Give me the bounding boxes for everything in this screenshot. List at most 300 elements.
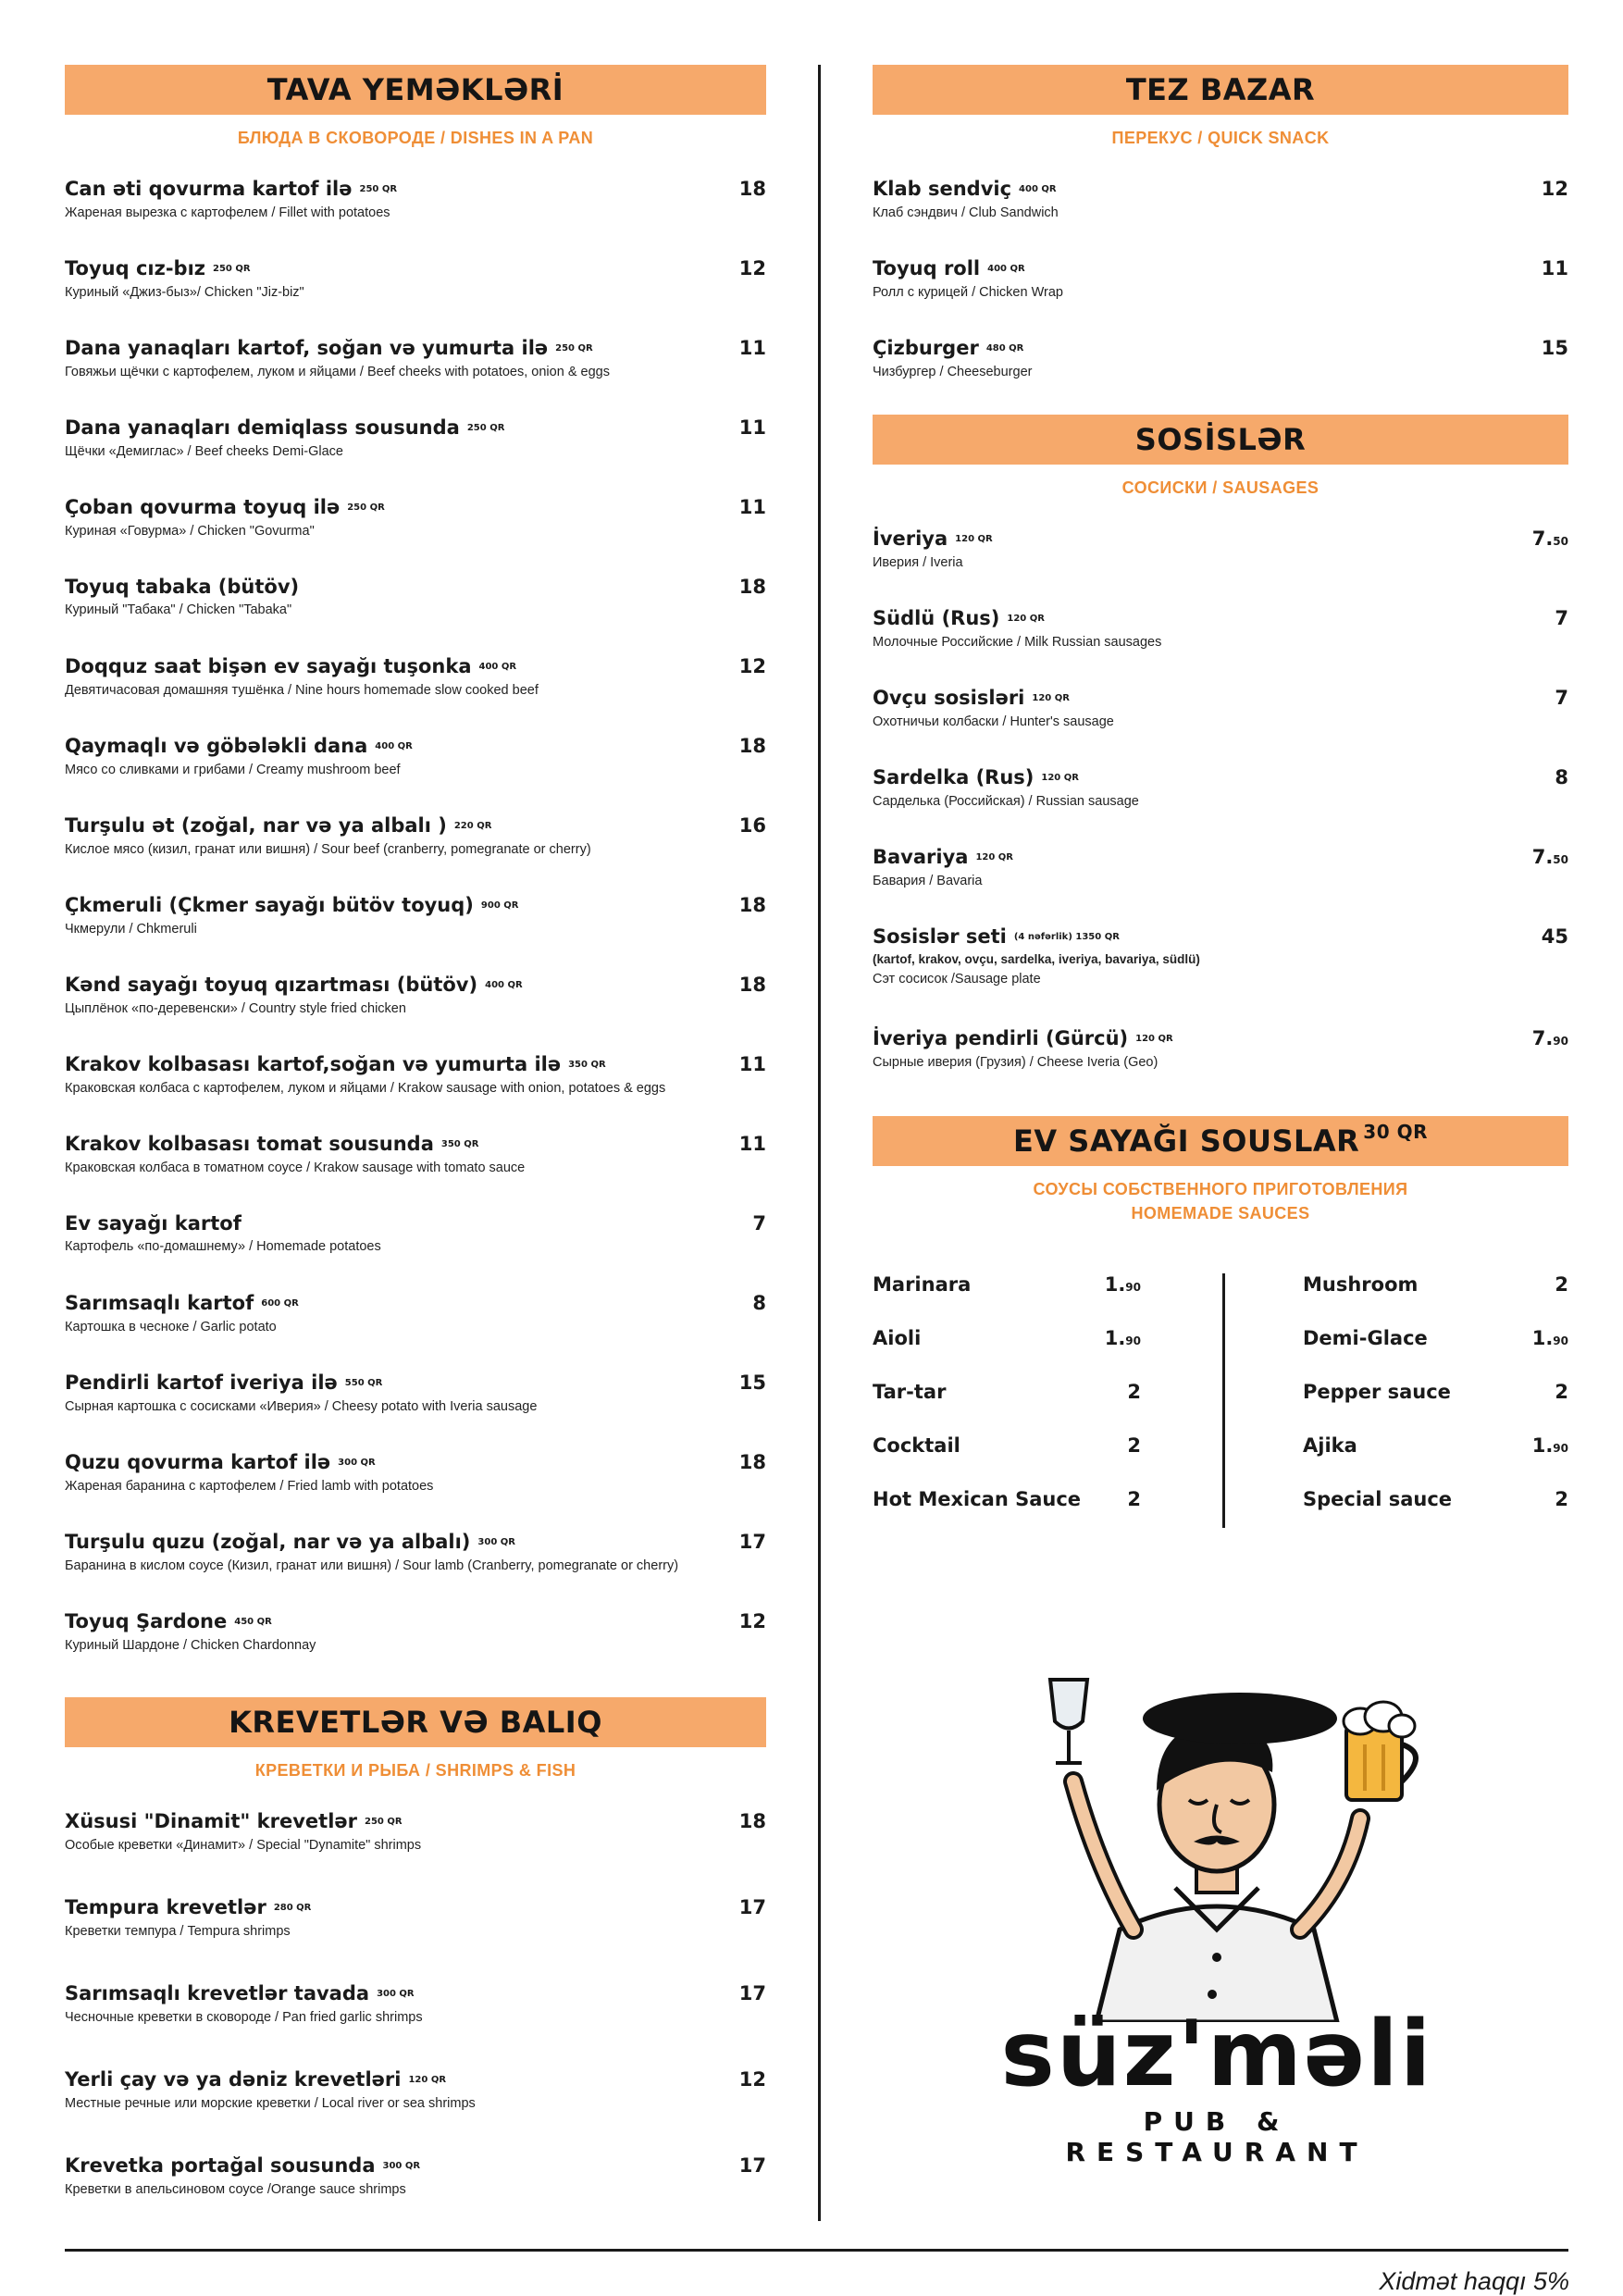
price-value: 11 (738, 496, 766, 518)
item-description: Бавария / Bavaria (873, 874, 983, 888)
item-name: Sosislər seti (873, 925, 1007, 948)
item-name: Toyuq cız-bız (65, 257, 205, 279)
price-value: 11 (1541, 257, 1568, 279)
menu-item (65, 1529, 766, 1608)
section-sausages (873, 415, 1568, 1105)
item-weight: 400 QR (987, 264, 1025, 274)
price-value: 11 (738, 1133, 766, 1155)
right-column (873, 65, 1568, 1542)
item-price (739, 2153, 766, 2178)
item-name-line (65, 1980, 711, 2007)
item-description: Клаб сэндвич / Club Sandwich (873, 205, 1059, 220)
item-price (1532, 526, 1568, 554)
price-value: 7 (752, 1212, 766, 1235)
sauce-price (1105, 1327, 1141, 1349)
item-weight: (4 nəfərlik) 1350 QR (1013, 932, 1120, 942)
item-price (1532, 1025, 1568, 1054)
menu-item (65, 1894, 766, 1980)
item-price (1542, 335, 1568, 361)
item-name-line (65, 2066, 711, 2093)
sauce-item (1303, 1273, 1568, 1327)
item-name-line (65, 1529, 711, 1556)
price-value: 12 (738, 257, 766, 279)
item-name-line (65, 653, 711, 680)
item-name-line (873, 526, 1513, 552)
sauce-price (1532, 1327, 1568, 1349)
item-price (739, 255, 766, 281)
menu-item (65, 2153, 766, 2239)
item-name-line (65, 176, 711, 203)
item-name-line (873, 1025, 1513, 1052)
sauce-name: Ajika (1303, 1434, 1357, 1457)
item-name: Can əti qovurma kartof ilə (65, 178, 353, 200)
item-description: Куриная «Говурма» / Chicken "Govurma" (65, 524, 315, 539)
item-name: Çkmeruli (Çkmer sayağı bütöv toyuq) (65, 894, 474, 916)
section-subtitle: КРЕВЕТКИ И РЫБА / SHRIMPS & FISH (254, 1761, 576, 1780)
item-name-line (65, 892, 711, 919)
menu-item (65, 653, 766, 733)
menu-list (873, 526, 1568, 1105)
menu-list (873, 176, 1568, 415)
item-price (739, 1980, 766, 2006)
menu-item (873, 764, 1568, 844)
item-price (752, 1210, 766, 1236)
item-price (1542, 924, 1568, 949)
section-quick-snack (873, 65, 1568, 415)
item-name-line (65, 1808, 711, 1835)
price-decimal: 90 (1553, 1442, 1568, 1455)
item-price (1555, 764, 1568, 790)
price-value: 18 (738, 576, 766, 598)
item-description: Девятичасовая домашняя тушёнка / Nine hours homemade slow cooked beef (65, 683, 539, 698)
price-decimal: 50 (1553, 853, 1568, 866)
menu-item (65, 176, 766, 255)
item-name-line (65, 1370, 711, 1396)
price-main: 2 (1555, 1488, 1568, 1510)
item-price (739, 1894, 766, 1920)
section-title: TEZ BAZAR (873, 65, 1568, 115)
price-main: 2 (1555, 1381, 1568, 1403)
item-weight: 550 QR (344, 1378, 383, 1388)
price-decimal: 90 (1553, 1334, 1568, 1347)
menu-item (65, 255, 766, 335)
sauce-item (873, 1381, 1141, 1434)
item-name: Klab sendviç (873, 178, 1012, 200)
menu-item (65, 813, 766, 892)
sauce-item (873, 1488, 1141, 1542)
item-weight: 120 QR (1041, 773, 1079, 783)
price-value: 11 (738, 1053, 766, 1075)
price-value: 15 (1541, 337, 1568, 359)
price-value: 8 (752, 1292, 766, 1314)
menu-item (65, 1290, 766, 1370)
item-name-line (65, 574, 711, 600)
item-weight: 300 QR (382, 2161, 421, 2171)
item-name: Ovçu sosisləri (873, 687, 1025, 709)
item-description: Кислое мясо (кизил, гранат или вишня) / Sour beef (cranberry, pomegranate or cherry) (65, 842, 591, 857)
item-description: Щёчки «Демиглас» / Beef cheeks Demi-Glace (65, 444, 343, 459)
menu-item (65, 494, 766, 574)
menu-list (65, 1808, 766, 2239)
menu-item (65, 892, 766, 972)
item-price (739, 653, 766, 679)
menu-item (65, 1980, 766, 2066)
item-weight: 250 QR (212, 264, 251, 274)
price-main: 1. (1531, 1434, 1554, 1457)
item-name: Çoban qovurma toyuq ilə (65, 496, 341, 518)
item-name-line (873, 924, 1513, 950)
item-name-line (65, 733, 711, 760)
item-price (739, 335, 766, 361)
price-value: 18 (738, 894, 766, 916)
item-name-line (65, 2153, 711, 2179)
sauce-column-left (873, 1273, 1141, 1542)
item-description: Чизбургер / Cheeseburger (873, 365, 1033, 379)
sauce-name: Special sauce (1303, 1488, 1453, 1510)
item-price (739, 1808, 766, 1834)
menu-list (65, 176, 766, 1688)
item-description: Чкмерули / Chkmeruli (65, 922, 197, 937)
item-name: İveriya (873, 527, 948, 550)
item-description: Куриный "Табака" / Chicken "Tabaka" (65, 602, 292, 617)
price-main: 7 (1555, 607, 1568, 629)
item-price (739, 1449, 766, 1475)
item-weight: 250 QR (365, 1817, 403, 1827)
item-name: Turşulu quzu (zoğal, nar və ya albalı) (65, 1531, 471, 1553)
item-price (739, 494, 766, 520)
item-weight: 900 QR (480, 900, 519, 911)
item-description: Мясо со сливками и грибами / Creamy mushroom beef (65, 763, 401, 777)
item-description: Краковская колбаса с картофелем, луком и яйцами / Krakow sausage with onion, potatoes & eggs (65, 1081, 666, 1096)
menu-item (65, 1051, 766, 1131)
menu-item (65, 1210, 766, 1290)
item-description: Куриный «Джиз-быз»/ Chicken "Jiz-biz" (65, 285, 304, 300)
sauces-subtitle-en: HOMEMADE SAUCES (1131, 1204, 1310, 1222)
price-value: 18 (738, 178, 766, 200)
price-main: 7. (1531, 846, 1554, 868)
price-value: 18 (738, 735, 766, 757)
price-value: 18 (738, 1451, 766, 1473)
item-weight: 120 QR (1007, 614, 1045, 624)
item-description: Картошка в чесноке / Garlic potato (65, 1320, 277, 1334)
item-name-line (65, 255, 711, 282)
section-subtitle: СОСИСКИ / SAUSAGES (1121, 478, 1319, 497)
item-price (739, 1529, 766, 1555)
sauce-name: Cocktail (873, 1434, 960, 1457)
item-description: Сэт сосисок /Sausage plate (873, 972, 1041, 987)
item-name: Quzu qovurma kartof ilə (65, 1451, 331, 1473)
sauce-name: Mushroom (1303, 1273, 1419, 1296)
item-name-line (65, 1894, 711, 1921)
item-price (739, 892, 766, 918)
item-weight: 350 QR (568, 1060, 606, 1070)
mascot-svg (995, 1652, 1443, 2022)
price-value: 11 (738, 337, 766, 359)
item-name-line (65, 1051, 711, 1078)
price-main: 2 (1555, 1273, 1568, 1296)
item-name: Doqquz saat bişən ev sayağı tuşonka (65, 655, 472, 677)
item-weight: 120 QR (1032, 693, 1070, 703)
item-name-line (65, 972, 711, 999)
sauces-subtitle-ru: СОУСЫ СОБСТВЕННОГО ПРИГОТОВЛЕНИЯ (1033, 1180, 1408, 1198)
price-main: 45 (1541, 925, 1568, 948)
item-weight: 280 QR (273, 1903, 312, 1913)
price-value: 17 (738, 1531, 766, 1553)
item-weight: 300 QR (377, 1989, 415, 1999)
sauce-item (1303, 1327, 1568, 1381)
section-pan-dishes (65, 65, 766, 1688)
sauce-item (1303, 1381, 1568, 1434)
menu-item (65, 733, 766, 813)
item-weight: 120 QR (955, 534, 993, 544)
section-shrimps-fish (65, 1697, 766, 2239)
sauce-price (1532, 1434, 1568, 1457)
sauces-title: EV SAYAĞI SOUSLAR (1013, 1123, 1360, 1159)
item-name-line (65, 415, 711, 441)
item-price (739, 1051, 766, 1077)
sauce-name: Demi-Glace (1303, 1327, 1428, 1349)
item-price (739, 574, 766, 600)
item-description: Жареная вырезка с картофелем / Fillet with potatoes (65, 205, 390, 220)
item-name-line (873, 844, 1513, 871)
price-main: 2 (1127, 1434, 1141, 1457)
item-price (739, 813, 766, 838)
item-weight: 600 QR (261, 1298, 299, 1309)
item-description: Куриный Шардоне / Chicken Chardonnay (65, 1638, 316, 1653)
menu-item (873, 685, 1568, 764)
item-name: İveriya pendirli (Gürcü) (873, 1027, 1129, 1049)
item-price (1555, 605, 1568, 631)
item-weight: 250 QR (347, 503, 385, 513)
price-value: 17 (738, 1896, 766, 1918)
menu-item (65, 1370, 766, 1449)
sauce-price (1555, 1273, 1568, 1296)
item-name: Bavariya (873, 846, 969, 868)
item-description: Охотничьи колбаски / Hunter's sausage (873, 714, 1114, 729)
item-weight: 480 QR (985, 343, 1024, 354)
item-description: Цыплёнок «по-деревенски» / Country style fried chicken (65, 1001, 406, 1016)
sauce-item (1303, 1488, 1568, 1542)
item-name: Tempura krevetlər (65, 1896, 266, 1918)
sauce-price (1127, 1434, 1141, 1457)
item-name-line (65, 1290, 711, 1317)
section-title: SOSİSLƏR (873, 415, 1568, 465)
menu-item (65, 1449, 766, 1529)
sauce-price (1127, 1381, 1141, 1403)
sauce-column-right (1303, 1273, 1568, 1542)
item-name-line (65, 335, 711, 362)
brand-logo (995, 2002, 1439, 2167)
price-value: 12 (738, 655, 766, 677)
section-title (873, 1116, 1568, 1166)
sauce-name: Pepper sauce (1303, 1381, 1451, 1403)
item-description: Краковская колбаса в томатном соусе / Krakow sausage with tomato sauce (65, 1160, 526, 1175)
item-weight: 120 QR (975, 852, 1014, 863)
item-name-line (65, 1449, 711, 1476)
item-price (739, 972, 766, 998)
price-main: 2 (1127, 1381, 1141, 1403)
section-subtitle (873, 1177, 1568, 1225)
item-weight: 120 QR (1135, 1034, 1173, 1044)
item-name: Sarımsaqlı kartof (65, 1292, 254, 1314)
item-price (739, 2066, 766, 2092)
item-name: Toyuq Şardone (65, 1610, 228, 1632)
item-name: Toyuq roll (873, 257, 981, 279)
item-weight: 400 QR (1019, 184, 1057, 194)
item-description: Сырная картошка с сосисками «Иверия» / Cheesy potato with Iveria sausage (65, 1399, 538, 1414)
item-price (1555, 685, 1568, 711)
item-weight: 300 QR (338, 1458, 376, 1468)
menu-item (873, 1025, 1568, 1105)
item-name-line (873, 176, 1513, 203)
sauce-price (1105, 1273, 1141, 1296)
item-description: Сарделька (Российская) / Russian sausage (873, 794, 1139, 809)
sauce-divider (1222, 1273, 1225, 1528)
item-description: Местные речные или морские креветки / Local river or sea shrimps (65, 2096, 476, 2111)
item-weight: 400 QR (485, 980, 523, 990)
item-price (739, 1608, 766, 1634)
item-price (1542, 176, 1568, 202)
price-main: 1. (1104, 1327, 1126, 1349)
left-column (65, 65, 766, 2239)
item-name-line (873, 255, 1513, 282)
item-weight: 400 QR (478, 662, 517, 672)
item-name: Sardelka (Rus) (873, 766, 1035, 788)
item-description: Особые креветки «Динамит» / Special "Dynamite" shrimps (65, 1838, 422, 1853)
item-price (739, 1131, 766, 1157)
item-name: Kənd sayağı toyuq qızartması (bütöv) (65, 974, 478, 996)
sauce-table (873, 1273, 1568, 1542)
item-description: Креветки в апельсиновом соусе /Orange sauce shrimps (65, 2182, 406, 2197)
item-name-line (65, 813, 711, 839)
price-main: 2 (1127, 1488, 1141, 1510)
service-charge-note: Xidmət haqqı 5% (1379, 2267, 1569, 2295)
menu-item (65, 2066, 766, 2153)
column-divider (818, 65, 821, 2221)
section-title: KREVETLƏR VƏ BALIQ (65, 1697, 766, 1747)
sauce-name: Aioli (873, 1327, 922, 1349)
price-value: 17 (738, 1982, 766, 2004)
item-name-line (873, 685, 1513, 712)
section-subtitle: БЛЮДА В СКОВОРОДЕ / DISHES IN A PAN (237, 129, 594, 147)
wine-glass-icon (1050, 1680, 1087, 1763)
section-title: TAVA YEMƏKLƏRİ (65, 65, 766, 115)
item-name-line (65, 1608, 711, 1635)
item-name-line (873, 764, 1513, 791)
sauce-name: Marinara (873, 1273, 972, 1296)
item-name: Çizburger (873, 337, 979, 359)
price-main: 1. (1104, 1273, 1126, 1296)
item-name: Krakov kolbasası kartof,soğan və yumurta ilə (65, 1053, 562, 1075)
price-main: 7 (1555, 687, 1568, 709)
item-weight: 220 QR (453, 821, 492, 831)
price-decimal: 90 (1125, 1281, 1141, 1294)
menu-item (873, 526, 1568, 605)
price-value: 17 (738, 2154, 766, 2177)
item-name-line (65, 494, 711, 521)
item-price (739, 1370, 766, 1396)
item-weight: 250 QR (555, 343, 593, 354)
item-description: Говяжьи щёчки с картофелем, луком и яйцами / Beef cheeks with potatoes, onion & eggs (65, 365, 610, 379)
section-sauces (873, 1116, 1568, 1542)
sauces-weight: 30 QR (1363, 1121, 1428, 1143)
price-value: 18 (738, 974, 766, 996)
item-name: Krakov kolbasası tomat sousunda (65, 1133, 434, 1155)
item-weight: 350 QR (440, 1139, 479, 1149)
brand-tagline: PUB & RESTAURANT (1065, 2106, 1369, 2167)
price-decimal: 50 (1553, 535, 1568, 548)
item-price (739, 415, 766, 441)
beer-mug-icon (1344, 1702, 1416, 1800)
price-main: 8 (1555, 766, 1568, 788)
price-value: 16 (738, 814, 766, 837)
price-main: 7. (1531, 1027, 1554, 1049)
item-weight: 400 QR (375, 741, 413, 751)
price-value: 12 (738, 1610, 766, 1632)
section-subtitle: ПЕРЕКУС / QUICK SNACK (1111, 129, 1330, 147)
item-name-line (65, 1131, 711, 1158)
item-price (739, 176, 766, 202)
item-name-line (873, 335, 1513, 362)
item-name: Turşulu ət (zoğal, nar və ya albalı ) (65, 814, 447, 837)
price-value: 12 (738, 2068, 766, 2091)
menu-item (873, 255, 1568, 335)
item-price (1532, 844, 1568, 873)
menu-item (65, 972, 766, 1051)
item-name: Dana yanaqları kartof, soğan və yumurta ilə (65, 337, 549, 359)
item-name: Pendirli kartof iveriya ilə (65, 1371, 338, 1394)
sauce-price (1555, 1381, 1568, 1403)
item-name-line (873, 605, 1513, 632)
sauce-item (1303, 1434, 1568, 1488)
price-decimal: 90 (1125, 1334, 1141, 1347)
price-value: 12 (1541, 178, 1568, 200)
price-decimal: 90 (1553, 1035, 1568, 1048)
menu-item (873, 844, 1568, 924)
item-price (739, 733, 766, 759)
item-weight: 300 QR (477, 1537, 515, 1547)
menu-item (65, 415, 766, 494)
price-value: 18 (738, 1810, 766, 1832)
sauce-item (873, 1273, 1141, 1327)
item-weight: 250 QR (466, 423, 505, 433)
brand-name: süz'məli (1000, 2002, 1433, 2107)
item-name: Sarımsaqlı krevetlər tavada (65, 1982, 370, 2004)
sauce-name: Tar-tar (873, 1381, 947, 1403)
item-name: Ev sayağı kartof (65, 1212, 242, 1235)
item-description: Сырные иверия (Грузия) / Cheese Iveria (Geo) (873, 1055, 1158, 1070)
sauce-item (873, 1327, 1141, 1381)
item-description: Картофель «по-домашнему» / Homemade potatoes (65, 1239, 381, 1254)
sauce-item (873, 1434, 1141, 1488)
item-description: Креветки темпура / Tempura shrimps (65, 1924, 291, 1939)
sauce-price (1127, 1488, 1141, 1510)
item-price (1542, 255, 1568, 281)
item-weight: 250 QR (359, 184, 398, 194)
item-name: Yerli çay və ya dəniz krevetləri (65, 2068, 402, 2091)
price-value: 15 (738, 1371, 766, 1394)
footer-divider (65, 2249, 1568, 2252)
item-name-line (65, 1210, 711, 1236)
item-composition: (kartof, krakov, ovçu, sardelka, iveriya, bavariya, südlü) (873, 952, 1200, 966)
item-description: Ролл с курицей / Chicken Wrap (873, 285, 1063, 300)
item-name: Krevetka portağal sousunda (65, 2154, 376, 2177)
menu-item (873, 335, 1568, 415)
item-description: Иверия / Iveria (873, 555, 963, 570)
item-description: Баранина в кислом соусе (Кизил, гранат или вишня) / Sour lamb (Cranberry, pomegranate or cherry) (65, 1558, 679, 1573)
item-name: Qaymaqlı və göbələkli dana (65, 735, 368, 757)
price-value: 11 (738, 416, 766, 439)
